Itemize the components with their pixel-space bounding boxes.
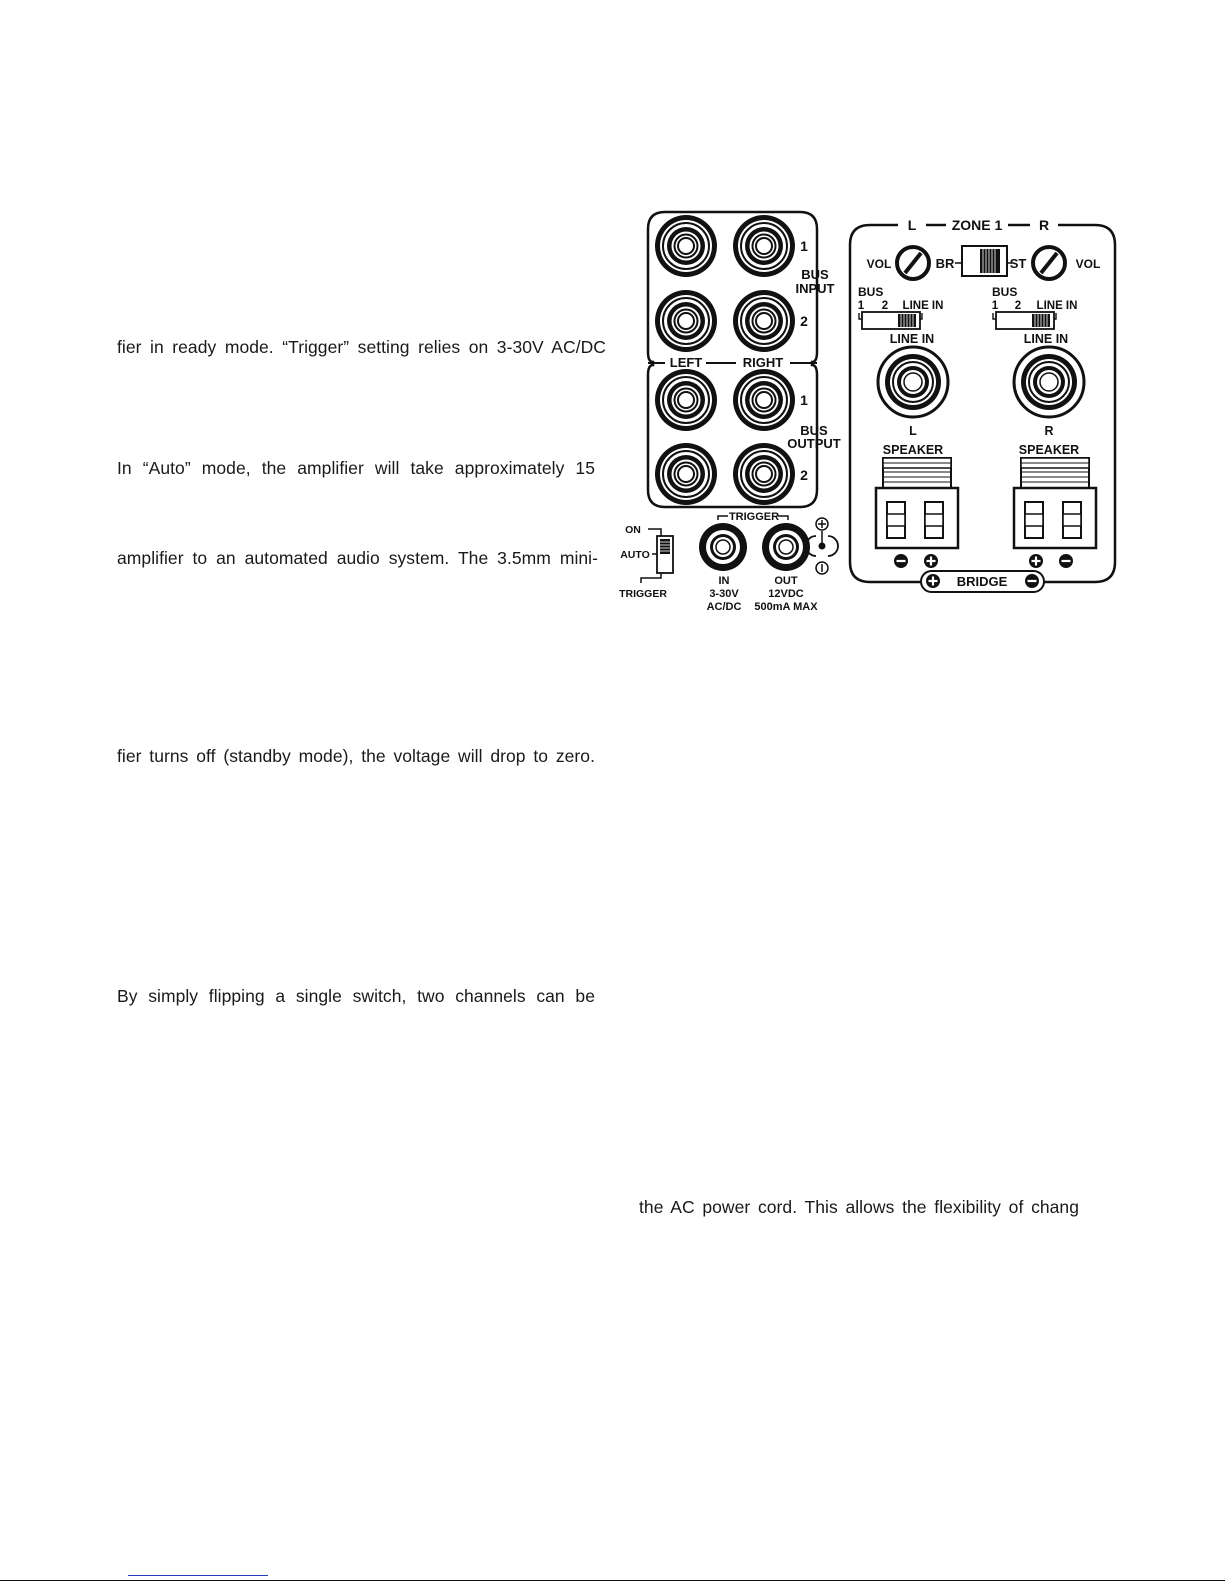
bus-right-1-label: 1 bbox=[991, 300, 999, 312]
vol-left-label: VOL bbox=[866, 257, 892, 271]
polarity-icon bbox=[806, 518, 838, 574]
footer-rule bbox=[0, 1580, 1225, 1581]
volume-left-knob[interactable] bbox=[897, 247, 929, 279]
text-line-2: In “Auto” mode, the amplifier will take approximately 15 bbox=[117, 458, 595, 478]
switch-auto-label: AUTO bbox=[620, 549, 650, 561]
line-in-left-label: LINE IN bbox=[889, 332, 935, 346]
bus-left-1-label: 1 bbox=[857, 300, 865, 312]
bus-output-2-label: 2 bbox=[800, 467, 808, 483]
bus-output-label-2: OUTPUT bbox=[787, 436, 841, 451]
input-select-right-switch[interactable] bbox=[996, 312, 1054, 329]
bridge-minus-icon bbox=[1025, 574, 1039, 588]
line-in-right-label: LINE IN bbox=[1023, 332, 1069, 346]
bus-input-2-label: 2 bbox=[800, 313, 808, 329]
speaker-right-label: SPEAKER bbox=[1018, 443, 1080, 457]
zone-right-label: R bbox=[1038, 217, 1050, 233]
st-label: ST bbox=[1009, 256, 1027, 271]
zone-title: ZONE 1 bbox=[951, 217, 1003, 233]
bus-output-left-2-jack bbox=[655, 443, 717, 505]
right-label: RIGHT bbox=[742, 355, 784, 370]
speaker-left-terminal bbox=[876, 458, 958, 548]
text-line-1: fier in ready mode. “Trigger” setting relies on 3-30V AC/DC bbox=[117, 337, 606, 357]
volume-right-knob[interactable] bbox=[1033, 247, 1065, 279]
trigger-out-jack bbox=[762, 523, 810, 571]
vol-right-label: VOL bbox=[1075, 257, 1101, 271]
text-line-4: fier turns off (standby mode), the voltage will drop to zero. bbox=[117, 746, 595, 766]
bus-left-label: BUS bbox=[858, 285, 884, 299]
rear-panel-diagram bbox=[0, 0, 1225, 640]
zone-panel bbox=[850, 217, 1115, 592]
bridge-label: BRIDGE bbox=[956, 574, 1008, 589]
text-line-3: amplifier to an automated audio system. The 3.5mm mini- bbox=[117, 548, 598, 568]
bus-output-1-label: 1 bbox=[800, 392, 808, 408]
bus-input-left-2-jack bbox=[655, 290, 717, 352]
speaker-left-plus-icon bbox=[924, 554, 938, 568]
speaker-right-terminal bbox=[1014, 458, 1096, 548]
speaker-left-channel: L bbox=[909, 424, 917, 438]
bus-left-2-label: 2 bbox=[881, 300, 889, 312]
trigger-out-current: 500mA MAX bbox=[754, 601, 818, 613]
bridge-plus-icon bbox=[926, 574, 940, 588]
bus-input-label-1: BUS bbox=[801, 267, 829, 282]
zone-left-label: L bbox=[907, 217, 917, 233]
speaker-left-label: SPEAKER bbox=[882, 443, 944, 457]
bus-left-linein-label: LINE IN bbox=[902, 300, 944, 312]
bus-input-right-1-jack bbox=[733, 215, 795, 277]
trigger-in-voltage: 3-30V bbox=[709, 588, 739, 600]
trigger-out-label: OUT bbox=[774, 575, 798, 587]
bus-output-right-2-jack bbox=[733, 443, 795, 505]
trigger-in-jack bbox=[699, 523, 747, 571]
bus-input-right-2-jack bbox=[733, 290, 795, 352]
footer-link-underline bbox=[128, 1575, 268, 1576]
bus-right-2-label: 2 bbox=[1014, 300, 1022, 312]
bus-input-label-2: INPUT bbox=[795, 281, 835, 296]
left-label: LEFT bbox=[669, 355, 703, 370]
bus-right-linein-label: LINE IN bbox=[1036, 300, 1078, 312]
bus-output-label-1: BUS bbox=[800, 423, 828, 438]
speaker-left-minus-icon bbox=[894, 554, 908, 568]
trigger-in-acdc: AC/DC bbox=[706, 601, 742, 613]
trigger-in-label: IN bbox=[718, 575, 730, 587]
br-label: BR bbox=[935, 256, 955, 271]
bus-output-right-1-jack bbox=[733, 369, 795, 431]
input-select-left-switch[interactable] bbox=[862, 312, 920, 329]
line-in-right-jack bbox=[1014, 347, 1084, 417]
line-in-left-jack bbox=[878, 347, 948, 417]
trigger-out-voltage: 12VDC bbox=[768, 588, 804, 600]
bridge-stereo-switch[interactable] bbox=[962, 246, 1007, 276]
text-line-5: By simply flipping a single switch, two channels can be bbox=[117, 986, 595, 1006]
bus-input-left-1-jack bbox=[655, 215, 717, 277]
speaker-right-plus-icon bbox=[1029, 554, 1043, 568]
switch-trigger-label: TRIGGER bbox=[619, 588, 667, 600]
speaker-right-minus-icon bbox=[1059, 554, 1073, 568]
bus-right-label: BUS bbox=[992, 285, 1018, 299]
bus-panel bbox=[648, 212, 841, 507]
bus-output-left-1-jack bbox=[655, 369, 717, 431]
trigger-section bbox=[619, 511, 838, 613]
text-line-6: the AC power cord. This allows the flexibility of chang bbox=[639, 1197, 1079, 1217]
bus-input-1-label: 1 bbox=[800, 238, 808, 254]
switch-on-label: ON bbox=[625, 524, 641, 536]
trigger-header: TRIGGER bbox=[728, 511, 780, 523]
speaker-right-channel: R bbox=[1044, 424, 1054, 438]
